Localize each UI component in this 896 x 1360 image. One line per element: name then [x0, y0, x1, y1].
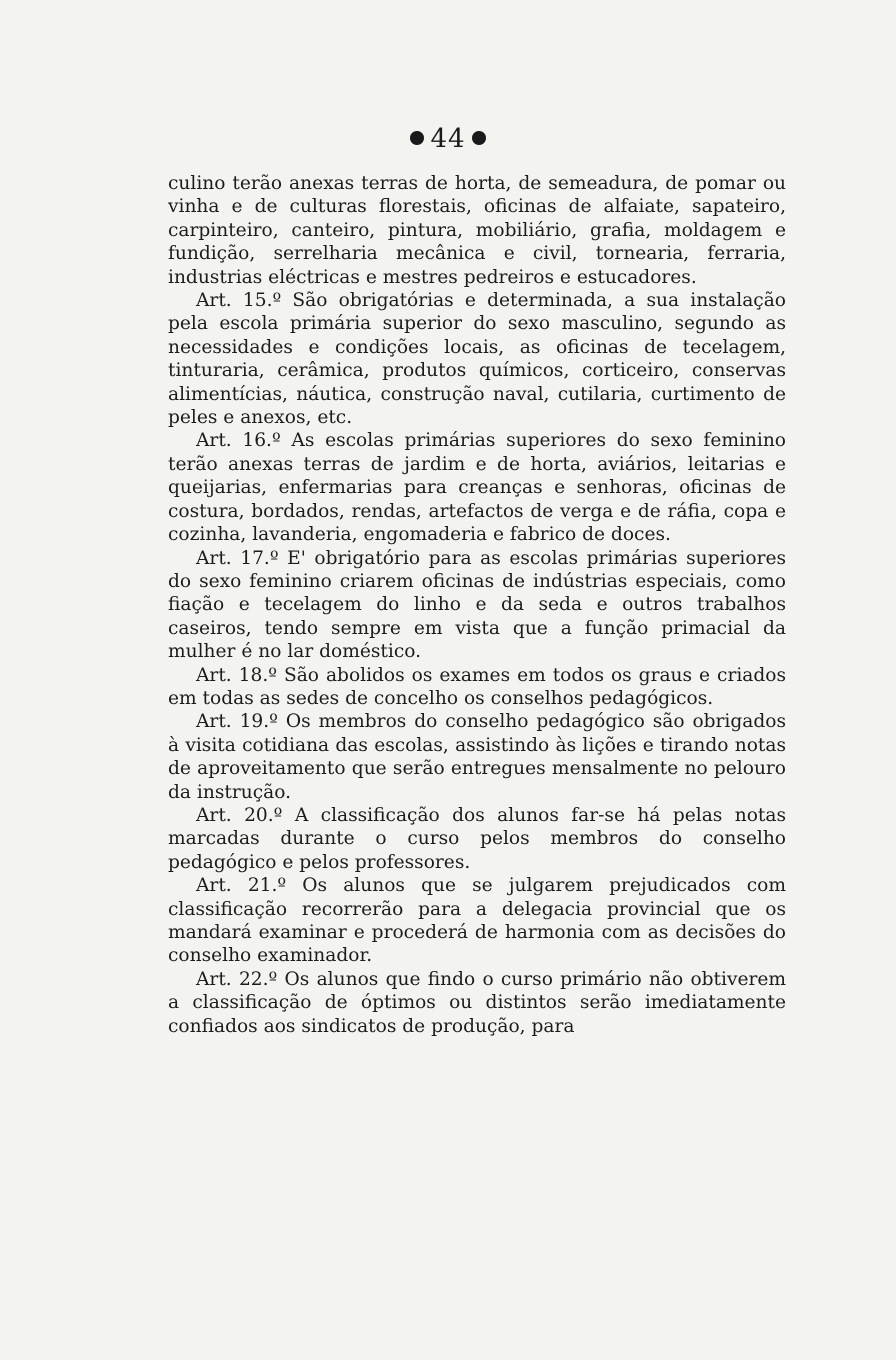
article-16: Art. 16.º As escolas primárias superiores do sexo feminino terão anexas terras de jardim e de horta, aviários, leitarias e queijarias, enfermarias para creanças e senhoras, oficinas de costura, bordados, rendas, artefactos de verga e de ráfia, copa e cozinha, lavanderia, engomaderia e fabrico de doces.: [168, 430, 786, 546]
bullet-right-icon: [472, 131, 486, 145]
article-22: Art. 22.º Os alunos que findo o curso primário não obtiverem a classificação de óptimos ou distintos serão imediatamente confiados aos sindicatos de produção, para: [168, 968, 786, 1037]
page-number: [0, 124, 896, 154]
body-text: [168, 172, 786, 1038]
page-number-value: 44: [430, 124, 466, 154]
article-21: Art. 21.º Os alunos que se julgarem prejudicados com classificação recorrerão para a delegacia provincial que os mandará examinar e procederá de harmonia com as decisões do conselho examinador.: [168, 875, 786, 967]
article-15: Art. 15.º São obrigatórias e determinada, a sua instalação pela escola primária superior do sexo masculino, segundo as necessidades e condições locais, as oficinas de tecelagem, tinturaria, cerâmica, produtos químicos, corticeiro, conservas alimentícias, náutica, construção naval, cutilaria, curtimento de peles e anexos, etc.: [168, 290, 786, 429]
article-20: Art. 20.º A classificação dos alunos far-se há pelas notas marcadas durante o curso pelos membros do conselho pedagógico e pelos professores.: [168, 804, 786, 873]
bullet-left-icon: [410, 131, 424, 145]
article-17: Art. 17.º E' obrigatório para as escolas primárias superiores do sexo feminino criarem oficinas de indústrias especiais, como fiação e tecelagem do linho e da seda e outros trabalhos caseiros, tendo sempre em vista que a função primacial da mulher é no lar doméstico.: [168, 547, 786, 663]
article-18: Art. 18.º São abolidos os exames em todos os graus e criados em todas as sedes de concelho os conselhos pedagógicos.: [168, 664, 786, 709]
article-19: Art. 19.º Os membros do conselho pedagógico são obrigados à visita cotidiana das escolas, assistindo às lições e tirando notas de aproveitamento que serão entregues mensalmente no pelouro da instrução.: [168, 711, 786, 803]
paragraph-continuation: culino terão anexas terras de horta, de semeadura, de pomar ou vinha e de culturas florestais, oficinas de alfaiate, sapateiro, carpinteiro, canteiro, pintura, mobiliário, grafia, moldagem e fundição, serrelharia mecânica e civil, tornearia, ferraria, industrias eléctricas e mestres pedreiros e estucadores.: [168, 173, 786, 288]
